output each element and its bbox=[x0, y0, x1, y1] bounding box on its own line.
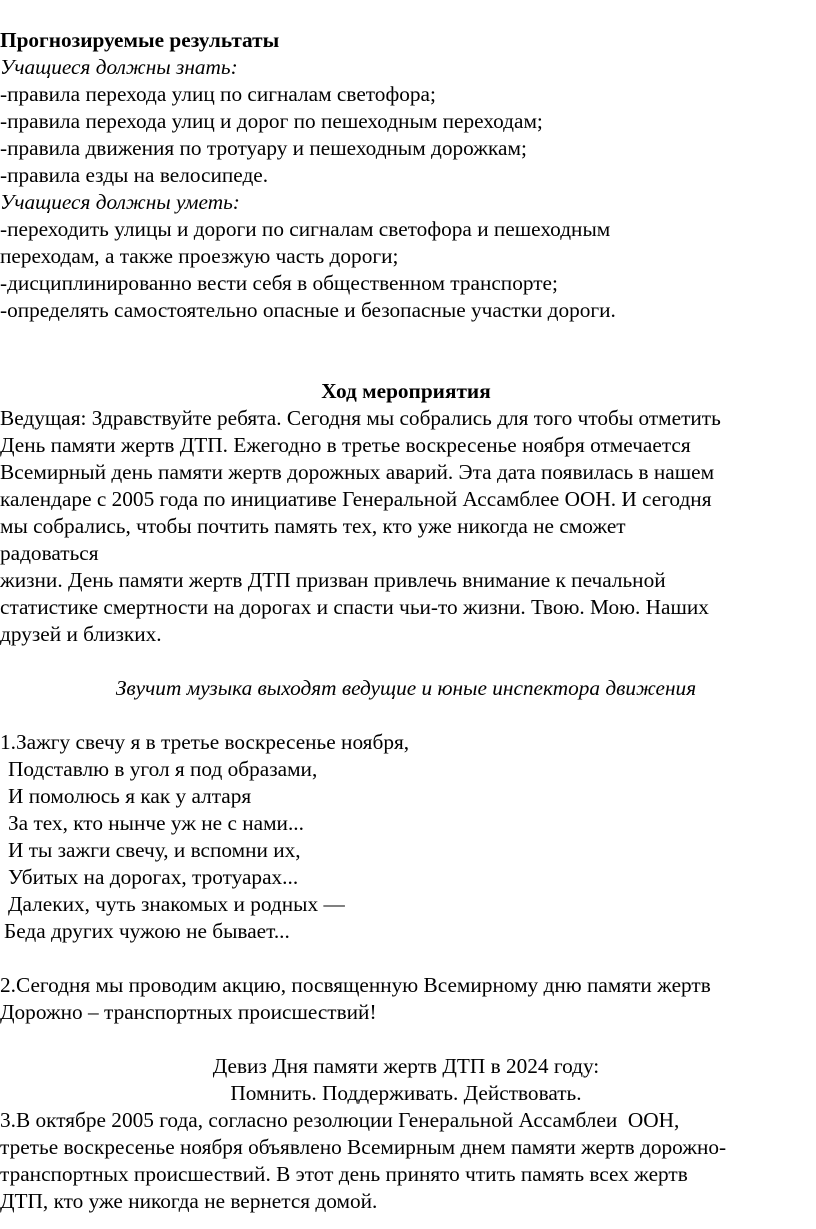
able-heading: Учащиеся должны уметь: bbox=[0, 190, 240, 214]
know-item: -правила движения по тротуару и пешеходным дорожкам; bbox=[0, 136, 527, 160]
able-item: -переходить улицы и дороги по сигналам светофора и пешеходным bbox=[0, 217, 611, 241]
intro-line: мы собрались, чтобы почтить память тех, кто уже никогда не сможет bbox=[0, 514, 626, 538]
paragraph-line: транспортных происшествий. В этот день принято чтить память всех жертв bbox=[0, 1162, 688, 1186]
poem-line: Беда других чужою не бывает... bbox=[4, 919, 290, 943]
intro-line: Ведущая: Здравствуйте ребята. Сегодня мы собрались для того чтобы отметить bbox=[0, 406, 721, 430]
motto-title: Девиз Дня памяти жертв ДТП в 2024 году: bbox=[212, 1054, 600, 1078]
paragraph-line: 2.Сегодня мы проводим акцию, посвященную Всемирному дню памяти жертв bbox=[0, 973, 711, 997]
spacer bbox=[0, 324, 812, 351]
paragraph-line: ДТП, кто уже никогда не вернется домой. bbox=[0, 1189, 378, 1213]
spacer bbox=[0, 648, 812, 675]
event-title: Ход мероприятия bbox=[321, 379, 491, 403]
intro-line: друзей и близких. bbox=[0, 622, 162, 646]
poem-line: Подставлю в угол я под образами, bbox=[8, 757, 318, 781]
intro-line: День памяти жертв ДТП. Ежегодно в третье воскресенье ноября отмечается bbox=[0, 433, 691, 457]
poem-line: Убитых на дорогах, тротуарах... bbox=[8, 865, 299, 889]
paragraph-line: 3.В октябре 2005 года, согласно резолюции Генеральной Ассамблеи ООН, bbox=[0, 1108, 680, 1132]
spacer bbox=[0, 945, 812, 972]
poem-line: 1.Зажгу свечу я в третье воскресенье ноября, bbox=[0, 730, 410, 754]
paragraph-line: Дорожно – транспортных происшествий! bbox=[0, 1000, 377, 1024]
document-page bbox=[0, 27, 812, 1215]
able-item: -дисциплинированно вести себя в общественном транспорте; bbox=[0, 271, 558, 295]
poem-line: Далеких, чуть знакомых и родных — bbox=[8, 892, 345, 916]
poem-line: И помолюсь я как у алтаря bbox=[8, 784, 252, 808]
intro-line: Всемирный день памяти жертв дорожных аварий. Эта дата появилась в нашем bbox=[0, 460, 715, 484]
know-item: -правила перехода улиц по сигналам светофора; bbox=[0, 82, 436, 106]
results-title: Прогнозируемые результаты bbox=[0, 28, 280, 52]
motto-text: Помнить. Поддерживать. Действовать. bbox=[230, 1081, 582, 1105]
able-item: переходам, а также проезжую часть дороги; bbox=[0, 244, 399, 268]
intro-line: жизни. День памяти жертв ДТП призван привлечь внимание к печальной bbox=[0, 568, 666, 592]
know-heading: Учащиеся должны знать: bbox=[0, 55, 238, 79]
spacer bbox=[0, 702, 812, 729]
intro-line: статистике смертности на дорогах и спасти чьи-то жизни. Твою. Мою. Наших bbox=[0, 595, 709, 619]
paragraph-line: третье воскресенье ноября объявлено Всемирным днем памяти жертв дорожно- bbox=[0, 1135, 727, 1159]
intro-line: календаре с 2005 года по инициативе Генеральной Ассамблее ООН. И сегодня bbox=[0, 487, 712, 511]
able-item: -определять самостоятельно опасные и безопасные участки дороги. bbox=[0, 298, 616, 322]
poem-line: За тех, кто нынче уж не с нами... bbox=[8, 811, 304, 835]
spacer bbox=[0, 351, 812, 378]
stage-direction: Звучит музыка выходят ведущие и юные инспектора движения bbox=[115, 676, 697, 700]
know-item: -правила перехода улиц и дорог по пешеходным переходам; bbox=[0, 109, 543, 133]
intro-line: радоваться bbox=[0, 541, 99, 565]
know-item: -правила езды на велосипеде. bbox=[0, 163, 269, 187]
poem-line: И ты зажги свечу, и вспомни их, bbox=[8, 838, 301, 862]
spacer bbox=[0, 1026, 812, 1053]
